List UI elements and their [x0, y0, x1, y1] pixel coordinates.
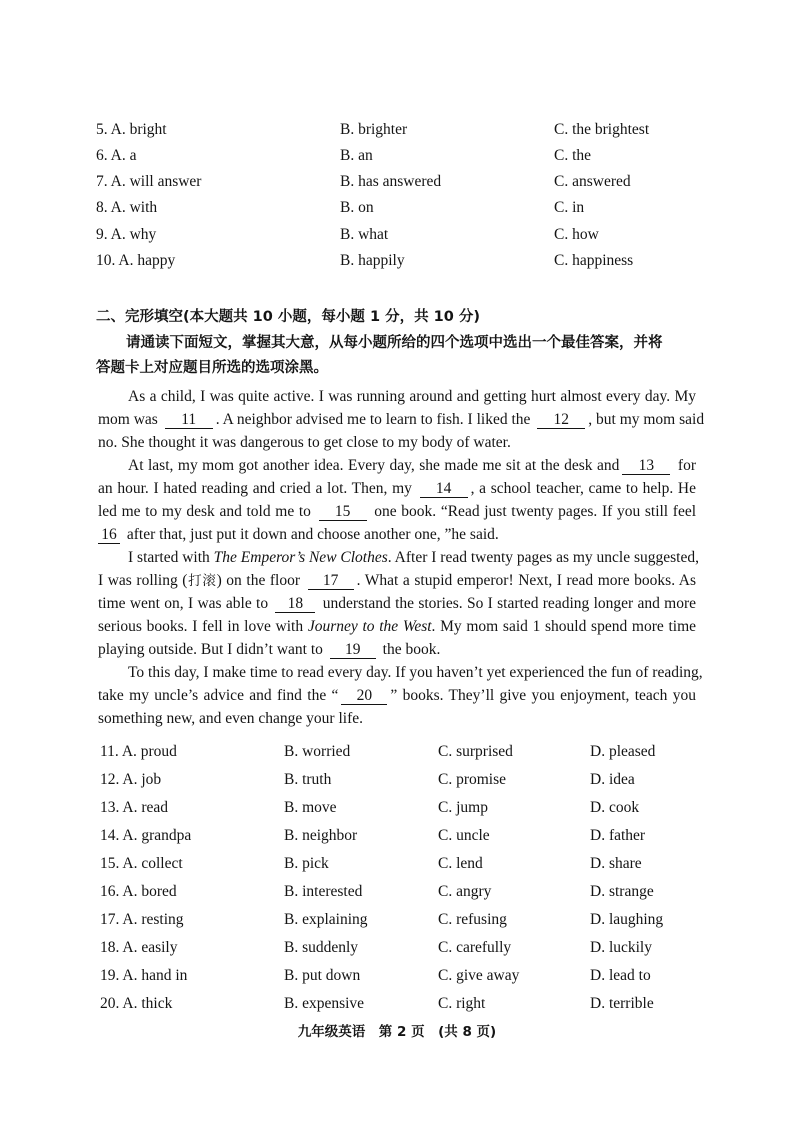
option-b: B. expensive — [284, 995, 365, 1012]
section-title: 二、完形填空(本大题共 10 小题，每小题 1 分，共 10 分) — [96, 309, 480, 325]
option-a: 17. A. resting — [100, 911, 184, 928]
text: serious books. I fell in love with — [98, 618, 304, 635]
option-row-9 — [0, 226, 794, 250]
option-c: C. how — [554, 226, 599, 243]
option-row-6 — [0, 147, 794, 171]
text: ” books. They’ll give you enjoyment, teach you — [390, 687, 696, 704]
option-a: 19. A. hand in — [100, 967, 188, 984]
option-row-11 — [0, 743, 794, 769]
option-b: B. brighter — [340, 121, 408, 138]
option-a: 9. A. why — [96, 226, 157, 243]
option-c: C. give away — [438, 967, 520, 984]
chinese-gloss: 打滚 — [187, 573, 217, 589]
text: . A neighbor advised me to learn to fish. I liked the — [215, 411, 531, 428]
option-d: D. cook — [590, 799, 640, 816]
passage-line — [98, 684, 696, 707]
option-b: B. neighbor — [284, 827, 358, 844]
option-b: B. put down — [284, 967, 361, 984]
option-row-12 — [0, 771, 794, 797]
option-b: B. suddenly — [284, 939, 359, 956]
text: mom was — [98, 411, 158, 428]
text: the book. — [382, 641, 441, 658]
option-a: 20. A. thick — [100, 995, 173, 1012]
option-a: 10. A. happy — [96, 252, 176, 269]
option-b: B. move — [284, 799, 337, 816]
option-d: D. pleased — [590, 743, 656, 760]
option-row-18 — [0, 939, 794, 965]
option-d: D. strange — [590, 883, 654, 900]
text: an hour. I hated reading and cried a lot. Then, my — [98, 480, 412, 497]
option-a: 6. A. a — [96, 147, 137, 164]
option-row-8 — [0, 199, 794, 223]
passage-line — [98, 408, 705, 431]
option-c: C. lend — [438, 855, 483, 872]
option-a: 13. A. read — [100, 799, 169, 816]
passage-line — [98, 638, 440, 661]
option-c: C. in — [554, 199, 585, 216]
option-c: C. refusing — [438, 911, 507, 928]
blank-18: 18 — [275, 596, 315, 613]
option-row-13 — [0, 799, 794, 825]
option-d: D. father — [590, 827, 646, 844]
instruction-line-1: 请通读下面短文，掌握其大意，从每小题所给的四个选项中选出一个最佳答案，并将 — [126, 335, 663, 351]
option-d: D. lead to — [590, 967, 651, 984]
passage-line — [128, 454, 696, 477]
page-footer: 九年级英语 第 2 页 (共 8 页) — [297, 1024, 497, 1040]
option-c: C. promise — [438, 771, 507, 788]
option-d: D. laughing — [590, 911, 664, 928]
blank-16: 16 — [98, 527, 120, 544]
blank-14: 14 — [420, 481, 468, 498]
option-row-19 — [0, 967, 794, 993]
option-a: 11. A. proud — [100, 743, 177, 760]
passage-line — [128, 546, 699, 569]
blank-11: 11 — [165, 412, 213, 429]
text: led me to my desk and told me to — [98, 503, 311, 520]
text: playing outside. But I didn’t want to — [98, 641, 323, 658]
option-c: C. carefully — [438, 939, 512, 956]
text: for — [677, 457, 696, 474]
option-d: D. luckily — [590, 939, 652, 956]
option-a: 8. A. with — [96, 199, 158, 216]
option-a: 12. A. job — [100, 771, 162, 788]
text: understand the stories. So I started reading longer and more — [322, 595, 697, 612]
option-b: B. worried — [284, 743, 351, 760]
option-c: C. uncle — [438, 827, 490, 844]
option-b: B. what — [340, 226, 389, 243]
option-c: C. right — [438, 995, 486, 1012]
blank-15: 15 — [319, 504, 367, 521]
text: . What a stupid emperor! Next, I read more books. As — [356, 572, 697, 589]
book-title: Journey to the West — [307, 618, 432, 635]
passage-line — [98, 523, 499, 546]
option-row-7 — [0, 173, 794, 197]
passage-line: something new, and even change your life. — [98, 710, 363, 727]
option-row-15 — [0, 855, 794, 881]
passage-line: As a child, I was quite active. I was running around and getting hurt almost every day. My — [128, 388, 696, 405]
option-row-5 — [0, 121, 794, 145]
option-d: D. share — [590, 855, 642, 872]
text: take my uncle’s advice and find the “ — [98, 687, 339, 704]
text: , but my mom said — [588, 411, 705, 428]
option-c: C. answered — [554, 173, 631, 190]
option-a: 16. A. bored — [100, 883, 177, 900]
option-c: C. jump — [438, 799, 488, 816]
option-c: C. surprised — [438, 743, 513, 760]
passage-line: To this day, I make time to read every day. If you haven’t yet experienced the fun of reading, — [128, 664, 703, 681]
option-a: 15. A. collect — [100, 855, 183, 872]
text: ) on the floor — [216, 572, 301, 589]
passage-line — [98, 592, 696, 615]
option-a: 5. A. bright — [96, 121, 167, 138]
option-a: 7. A. will answer — [96, 173, 202, 190]
option-d: D. terrible — [590, 995, 654, 1012]
blank-17: 17 — [308, 573, 354, 590]
blank-13: 13 — [622, 458, 670, 475]
blank-19: 19 — [330, 642, 376, 659]
option-c: C. the — [554, 147, 592, 164]
text: At last, my mom got another idea. Every day, she made me sit at the desk and — [128, 457, 620, 474]
text: . After I read twenty pages as my uncle suggested, — [387, 549, 699, 566]
blank-20: 20 — [341, 688, 387, 705]
text: I started with — [128, 549, 210, 566]
option-row-17 — [0, 911, 794, 937]
section-instruction — [96, 331, 696, 381]
text: , a school teacher, came to help. He — [470, 480, 696, 497]
option-b: B. on — [340, 199, 374, 216]
blank-12: 12 — [537, 412, 585, 429]
passage-line — [98, 569, 696, 592]
text: time went on, I was able to — [98, 595, 269, 612]
passage-line: no. She thought it was dangerous to get close to my body of water. — [98, 434, 511, 451]
option-row-16 — [0, 883, 794, 909]
option-a: 18. A. easily — [100, 939, 178, 956]
option-a: 14. A. grandpa — [100, 827, 192, 844]
text: after that, just put it down and choose another one, ”he said. — [126, 526, 499, 543]
option-c: C. happiness — [554, 252, 634, 269]
passage-line — [98, 477, 696, 500]
option-b: B. happily — [340, 252, 405, 269]
option-d: D. idea — [590, 771, 635, 788]
option-b: B. explaining — [284, 911, 368, 928]
option-c: C. the brightest — [554, 121, 650, 138]
text: one book. “Read just twenty pages. If you still feel — [374, 503, 697, 520]
book-title: The Emperor’s New Clothes — [213, 549, 388, 566]
option-b: B. has answered — [340, 173, 442, 190]
option-row-14 — [0, 827, 794, 853]
passage-line — [98, 615, 696, 638]
instruction-line-2: 答题卡上对应题目所选的选项涂黑。 — [96, 360, 328, 376]
option-row-20 — [0, 995, 794, 1021]
option-b: B. truth — [284, 771, 332, 788]
text: I was rolling ( — [98, 572, 188, 589]
option-b: B. pick — [284, 855, 329, 872]
option-c: C. angry — [438, 883, 492, 900]
passage-line — [98, 500, 696, 523]
option-b: B. an — [340, 147, 373, 164]
option-row-10 — [0, 252, 794, 276]
option-b: B. interested — [284, 883, 363, 900]
text: . My mom said 1 should spend more time — [431, 618, 697, 635]
